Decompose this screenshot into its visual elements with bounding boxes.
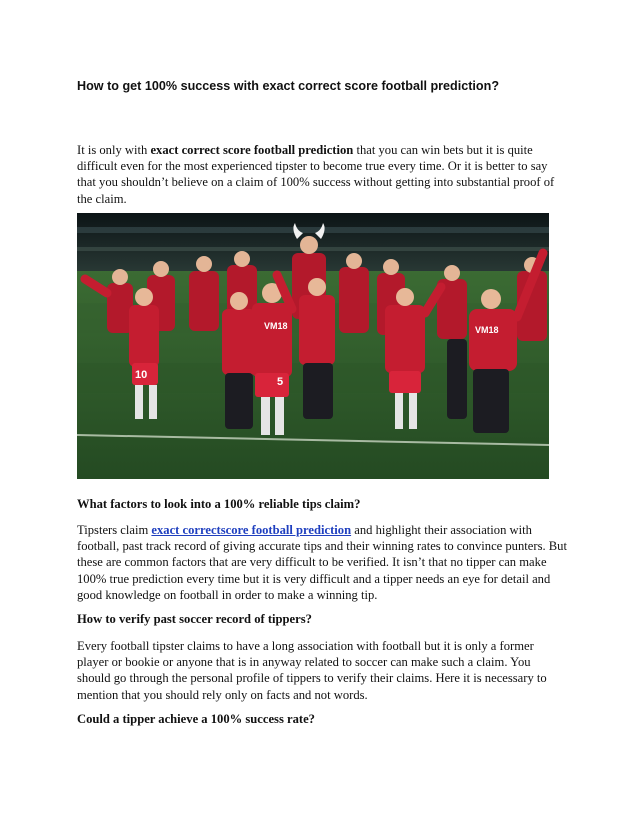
- jersey-number-5: 5: [277, 376, 284, 388]
- factors-post: and highlight their association with football, past track record of giving accurate tips and their winning rates to convince punters. But these are common factors that are very difficult to be verified. It isn’t that no tipper can make 100% true prediction every time but it is very difficult and a tipper needs an eye for detail and good knowledge on football in order to make a winning tip.: [77, 523, 567, 602]
- jersey-sponsor: VM18: [264, 321, 288, 331]
- factors-pre: Tipsters claim: [77, 523, 152, 537]
- section-heading-factors: What factors to look into a 100% reliable tips claim?: [77, 497, 361, 511]
- intro-post: that you can win bets but it is quite difficult even for the most experienced tipster to become true every time. Or it is better to say that you shouldn’t believe on a claim of 100% success without getting into substantial proof of the claim.: [77, 143, 555, 206]
- section-heading-verify: How to verify past soccer record of tippers?: [77, 612, 312, 626]
- intro-paragraph: [77, 142, 567, 207]
- jersey-number-10: 10: [135, 369, 148, 381]
- section-heading-success-rate: Could a tipper achieve a 100% success rate?: [77, 712, 315, 726]
- section-body-factors: [77, 522, 567, 603]
- photo-illustration: [77, 213, 549, 479]
- intro-pre: It is only with: [77, 143, 151, 157]
- jersey-sponsor-2: VM18: [475, 325, 499, 335]
- exact-correctscore-link[interactable]: exact correctscore football prediction: [151, 523, 352, 537]
- celebration-photo: [77, 213, 549, 479]
- intro-keyword: exact correct score football prediction: [150, 143, 354, 157]
- article-title: How to get 100% success with exact correct score football prediction?: [77, 79, 500, 93]
- section-body-verify: Every football tipster claims to have a long association with football but it is only a former player or bookie or anyone that is in anyway related to soccer can make such a claim. You should go through the personal profile of tippers to verify their claims. Here it is necessary to mention that you should rely only on facts and not words.: [77, 639, 547, 702]
